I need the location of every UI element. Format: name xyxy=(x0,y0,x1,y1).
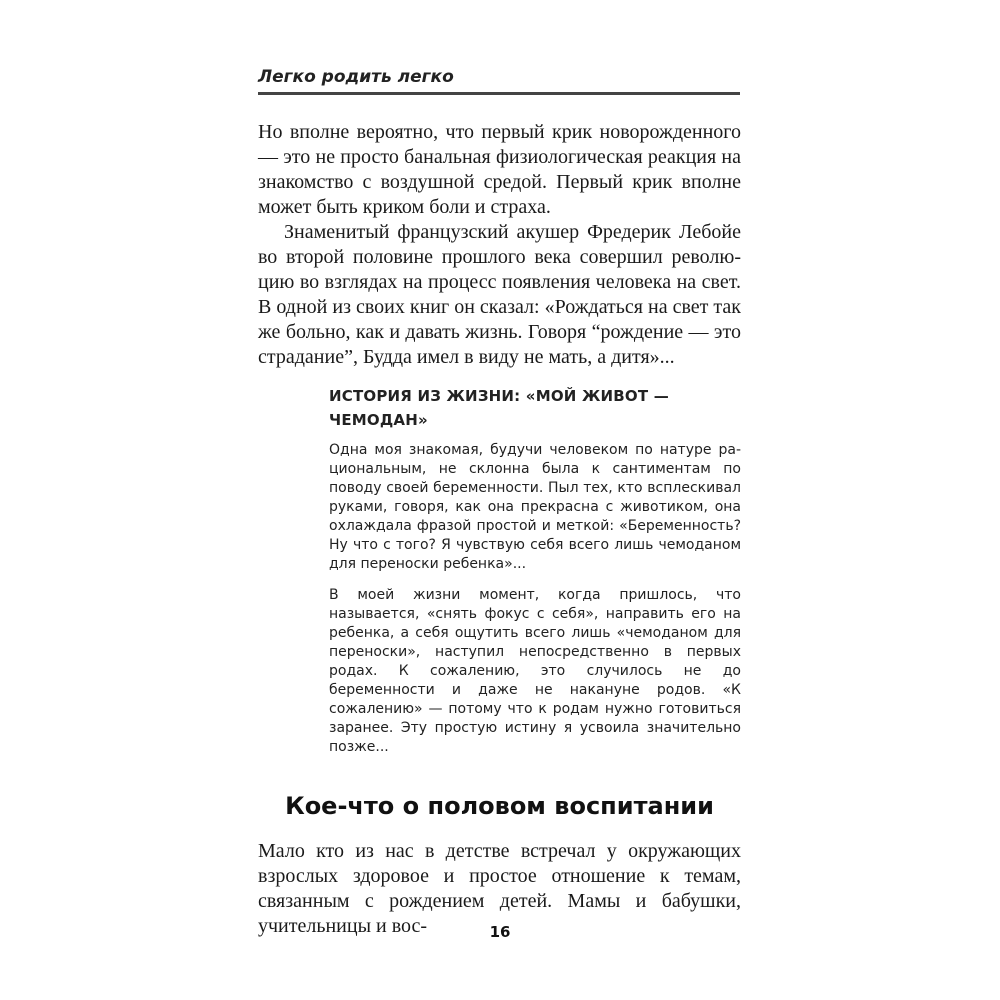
header-rule xyxy=(258,92,740,95)
body-paragraph: Знаменитый французский акушер Фредерик Лебойе во второй половине прошлого века совершил революцию во взглядах на процесс появления человека на свет. В одной из своих книг он сказал: «Рождаться на свет так же больно, как и давать жизнь. Говоря “рождение — это страдание”, Будда имел в виду не мать, а дитя»... xyxy=(258,221,741,368)
main-content xyxy=(258,120,741,939)
story-box xyxy=(329,384,741,757)
story-paragraph: В моей жизни момент, когда пришлось, что называется, «снять фокус с себя», направить его на ребенка, а себя ощутить всего лишь «чемоданом для переноски», наступил непосредственно в первых родах. К сожалению, это случилось не до беременности и даже не накануне родов. «К сожалению» — потому что к родам нужно готовиться заранее. Эту простую истину я усвоила значительно позже... xyxy=(329,587,741,755)
running-title: Легко родить легко xyxy=(258,67,454,87)
page-number: 16 xyxy=(489,923,511,941)
section-title: Кое-что о половом воспитании xyxy=(285,792,714,820)
body-text xyxy=(258,120,741,370)
body-paragraph: Мало кто из нас в детстве встречал у окружающих взрослых здоровое и простое отношение к темам, связанным с рождением детей. Мамы и бабушки, учительницы и вос- xyxy=(258,840,741,937)
body-paragraph: Но вполне вероятно, что первый крик новорожденного — это не просто банальная физиологическая реакция на знакомство с воздушной средой. Первый крик вполне может быть криком боли и страха. xyxy=(258,121,741,218)
story-text xyxy=(329,441,741,757)
story-title: ИСТОРИЯ ИЗ ЖИЗНИ: «МОЙ ЖИВОТ — ЧЕМОДАН» xyxy=(329,387,669,429)
story-paragraph: Одна моя знакомая, будучи человеком по натуре рациональным, не склонна была к сантиментам по поводу своей беременности. Пыл тех, кто всплескивал руками, говоря, как она прекрасна с животиком, она охлаждала фразой простой и меткой: «Беременность? Ну что с того? Я чувствую себя всего лишь чемоданом для переноски ребенка»... xyxy=(329,442,741,572)
